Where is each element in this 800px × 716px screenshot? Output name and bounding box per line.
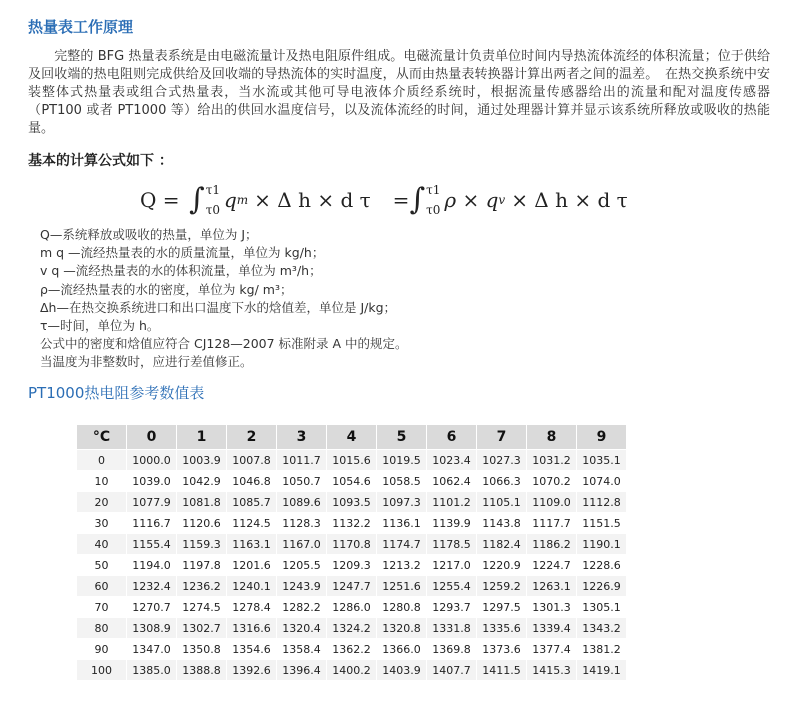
temperature-cell: 30 [77,513,127,534]
table-header-row [77,425,627,450]
resistance-cell: 1388.8 [177,660,227,681]
section-title-pt1000: PT1000热电阻参考数值表 [28,384,205,402]
temperature-cell: 20 [77,492,127,513]
temperature-cell: 50 [77,555,127,576]
resistance-cell: 1019.5 [377,450,427,471]
integral-limits [426,183,440,217]
heat-formula [140,176,628,224]
resistance-cell: 1039.0 [127,471,177,492]
formula-heading: 基本的计算公式如下 ： [28,153,173,169]
resistance-cell: 1117.7 [527,513,577,534]
resistance-cell: 1320.8 [377,618,427,639]
table-row [77,576,627,597]
table-row [77,555,627,576]
resistance-cell: 1396.4 [277,660,327,681]
definition-line: 公式中的密度和焓值应符合 CJ128—2007 标准附录 A 中的规定。 [40,336,408,352]
formula-term1-rest: × Δ h × d τ [254,188,371,212]
integral-upper: τ1 [205,183,220,197]
resistance-cell: 1163.1 [227,534,277,555]
resistance-cell: 1077.9 [127,492,177,513]
resistance-cell: 1226.9 [577,576,627,597]
resistance-cell: 1385.0 [127,660,177,681]
resistance-cell: 1366.0 [377,639,427,660]
resistance-cell: 1046.8 [227,471,277,492]
resistance-cell: 1331.8 [427,618,477,639]
resistance-cell: 1074.0 [577,471,627,492]
formula-eq2: = [392,188,410,212]
resistance-cell: 1217.0 [427,555,477,576]
resistance-cell: 1167.0 [277,534,327,555]
pt1000-table [76,424,627,681]
table-row [77,492,627,513]
resistance-cell: 1120.6 [177,513,227,534]
formula-term2: ρ × q [444,188,499,212]
table-header-cell: 0 [127,425,177,450]
definition-line: ρ—流经热量表的水的密度，单位为 kg/ m³； [40,281,293,297]
temperature-cell: 10 [77,471,127,492]
resistance-cell: 1354.6 [227,639,277,660]
resistance-cell: 1143.8 [477,513,527,534]
resistance-cell: 1209.3 [327,555,377,576]
formula-lhs: Q = [140,188,180,212]
resistance-cell: 1316.6 [227,618,277,639]
resistance-cell: 1170.8 [327,534,377,555]
resistance-cell: 1194.0 [127,555,177,576]
definition-line: Δh—在热交换系统进口和出口温度下水的焓值差，单位是 J/kg； [40,299,397,315]
resistance-cell: 1232.4 [127,576,177,597]
resistance-cell: 1190.1 [577,534,627,555]
temperature-cell: 90 [77,639,127,660]
resistance-cell: 1301.3 [527,597,577,618]
resistance-cell: 1007.8 [227,450,277,471]
table-header-cell: °C [77,425,127,450]
definition-line: v q —流经热量表的水的体积流量，单位为 m³/h； [40,263,322,279]
table-row [77,534,627,555]
resistance-cell: 1186.2 [527,534,577,555]
resistance-cell: 1031.2 [527,450,577,471]
resistance-cell: 1058.5 [377,471,427,492]
resistance-cell: 1297.5 [477,597,527,618]
resistance-cell: 1066.3 [477,471,527,492]
resistance-cell: 1407.7 [427,660,477,681]
resistance-cell: 1220.9 [477,555,527,576]
table-header-cell: 9 [577,425,627,450]
table-header-cell: 6 [427,425,477,450]
resistance-cell: 1174.7 [377,534,427,555]
resistance-cell: 1027.3 [477,450,527,471]
resistance-cell: 1015.6 [327,450,377,471]
resistance-cell: 1159.3 [177,534,227,555]
resistance-cell: 1343.2 [577,618,627,639]
table-row [77,513,627,534]
resistance-cell: 1035.1 [577,450,627,471]
resistance-cell: 1381.2 [577,639,627,660]
resistance-cell: 1240.1 [227,576,277,597]
resistance-cell: 1305.1 [577,597,627,618]
resistance-cell: 1335.6 [477,618,527,639]
definitions-list [40,226,408,372]
resistance-cell: 1054.6 [327,471,377,492]
resistance-cell: 1201.6 [227,555,277,576]
table-row [77,660,627,681]
resistance-cell: 1286.0 [327,597,377,618]
temperature-cell: 70 [77,597,127,618]
resistance-cell: 1259.2 [477,576,527,597]
table-header-cell: 7 [477,425,527,450]
resistance-cell: 1350.8 [177,639,227,660]
section-title-working-principle: 热量表工作原理 [28,18,134,36]
resistance-cell: 1089.6 [277,492,327,513]
resistance-cell: 1263.1 [527,576,577,597]
resistance-cell: 1377.4 [527,639,577,660]
table-header-cell: 5 [377,425,427,450]
table-row [77,471,627,492]
resistance-cell: 1097.3 [377,492,427,513]
resistance-cell: 1132.2 [327,513,377,534]
resistance-cell: 1109.0 [527,492,577,513]
resistance-cell: 1136.1 [377,513,427,534]
resistance-cell: 1236.2 [177,576,227,597]
resistance-cell: 1003.9 [177,450,227,471]
resistance-cell: 1403.9 [377,660,427,681]
resistance-cell: 1178.5 [427,534,477,555]
resistance-cell: 1155.4 [127,534,177,555]
table-header-cell: 2 [227,425,277,450]
resistance-cell: 1112.8 [577,492,627,513]
resistance-cell: 1369.8 [427,639,477,660]
resistance-cell: 1243.9 [277,576,327,597]
resistance-cell: 1308.9 [127,618,177,639]
resistance-cell: 1101.2 [427,492,477,513]
resistance-cell: 1278.4 [227,597,277,618]
resistance-cell: 1124.5 [227,513,277,534]
temperature-cell: 0 [77,450,127,471]
resistance-cell: 1347.0 [127,639,177,660]
definition-line: Q—系统释放或吸收的热量，单位为 J； [40,227,258,242]
resistance-cell: 1093.5 [327,492,377,513]
resistance-cell: 1274.5 [177,597,227,618]
formula-term1-sub: m [236,193,249,207]
resistance-cell: 1224.7 [527,555,577,576]
integral-sign-icon: ∫ [409,182,426,217]
resistance-cell: 1042.9 [177,471,227,492]
resistance-cell: 1247.7 [327,576,377,597]
resistance-cell: 1000.0 [127,450,177,471]
resistance-cell: 1205.5 [277,555,327,576]
resistance-cell: 1419.1 [577,660,627,681]
table-header-cell: 8 [527,425,577,450]
resistance-cell: 1070.2 [527,471,577,492]
resistance-cell: 1255.4 [427,576,477,597]
resistance-cell: 1085.7 [227,492,277,513]
resistance-cell: 1050.7 [277,471,327,492]
resistance-cell: 1251.6 [377,576,427,597]
resistance-cell: 1182.4 [477,534,527,555]
resistance-cell: 1362.2 [327,639,377,660]
resistance-cell: 1411.5 [477,660,527,681]
resistance-cell: 1373.6 [477,639,527,660]
table-body [77,450,627,681]
resistance-cell: 1282.2 [277,597,327,618]
resistance-cell: 1392.6 [227,660,277,681]
resistance-cell: 1128.3 [277,513,327,534]
resistance-cell: 1400.2 [327,660,377,681]
table-row [77,618,627,639]
resistance-cell: 1062.4 [427,471,477,492]
definition-line: 当温度为非整数时，应进行差值修正。 [40,354,253,370]
resistance-cell: 1011.7 [277,450,327,471]
table-row [77,597,627,618]
formula-term2-sub: v [498,193,506,207]
resistance-cell: 1081.8 [177,492,227,513]
table-header-cell: 4 [327,425,377,450]
integral-upper: τ1 [426,183,441,197]
integral-lower: τ0 [205,203,220,217]
resistance-cell: 1302.7 [177,618,227,639]
resistance-cell: 1116.7 [127,513,177,534]
resistance-cell: 1270.7 [127,597,177,618]
resistance-cell: 1358.4 [277,639,327,660]
table-row [77,639,627,660]
resistance-cell: 1415.3 [527,660,577,681]
resistance-cell: 1280.8 [377,597,427,618]
temperature-cell: 60 [77,576,127,597]
resistance-cell: 1151.5 [577,513,627,534]
resistance-cell: 1320.4 [277,618,327,639]
resistance-cell: 1228.6 [577,555,627,576]
temperature-cell: 80 [77,618,127,639]
integral-lower: τ0 [426,203,441,217]
resistance-cell: 1105.1 [477,492,527,513]
table-header-cell: 1 [177,425,227,450]
resistance-cell: 1324.2 [327,618,377,639]
resistance-cell: 1213.2 [377,555,427,576]
resistance-cell: 1339.4 [527,618,577,639]
table-row [77,450,627,471]
integral-limits [206,183,220,217]
resistance-cell: 1293.7 [427,597,477,618]
definition-line: m q —流经热量表的水的质量流量，单位为 kg/h； [40,245,325,261]
resistance-cell: 1023.4 [427,450,477,471]
integral-sign-icon: ∫ [179,182,205,217]
formula-term1: q [223,188,237,212]
temperature-cell: 100 [77,660,127,681]
formula-term2-rest: × Δ h × d τ [511,188,628,212]
intro-paragraph: 完整的 BFG 热量表系统是由电磁流量计及热电阻原件组成。电磁流量计负责单位时间内导热流体流经的体积流量；位于供给及回收端的热电阻则完成供给及回收端的导热流体的实时温度，从而由热量表转换器计算出两者之间的温差。 在热交换系统中安装整体式热量表或组合式热量表，当水流或其他可导电液体介质经系统时，根据流量传感器给出的流量和配对温度传感器（PT100 或者 PT1000 等）给出的供回水温度信号，以及流体流经的时间，通过处理器计算并显示该系统所释放或吸收的热能量。 [28,49,770,136]
table-header-cell: 3 [277,425,327,450]
temperature-cell: 40 [77,534,127,555]
resistance-cell: 1197.8 [177,555,227,576]
definition-line: τ—时间，单位为 h。 [40,318,160,334]
resistance-cell: 1139.9 [427,513,477,534]
